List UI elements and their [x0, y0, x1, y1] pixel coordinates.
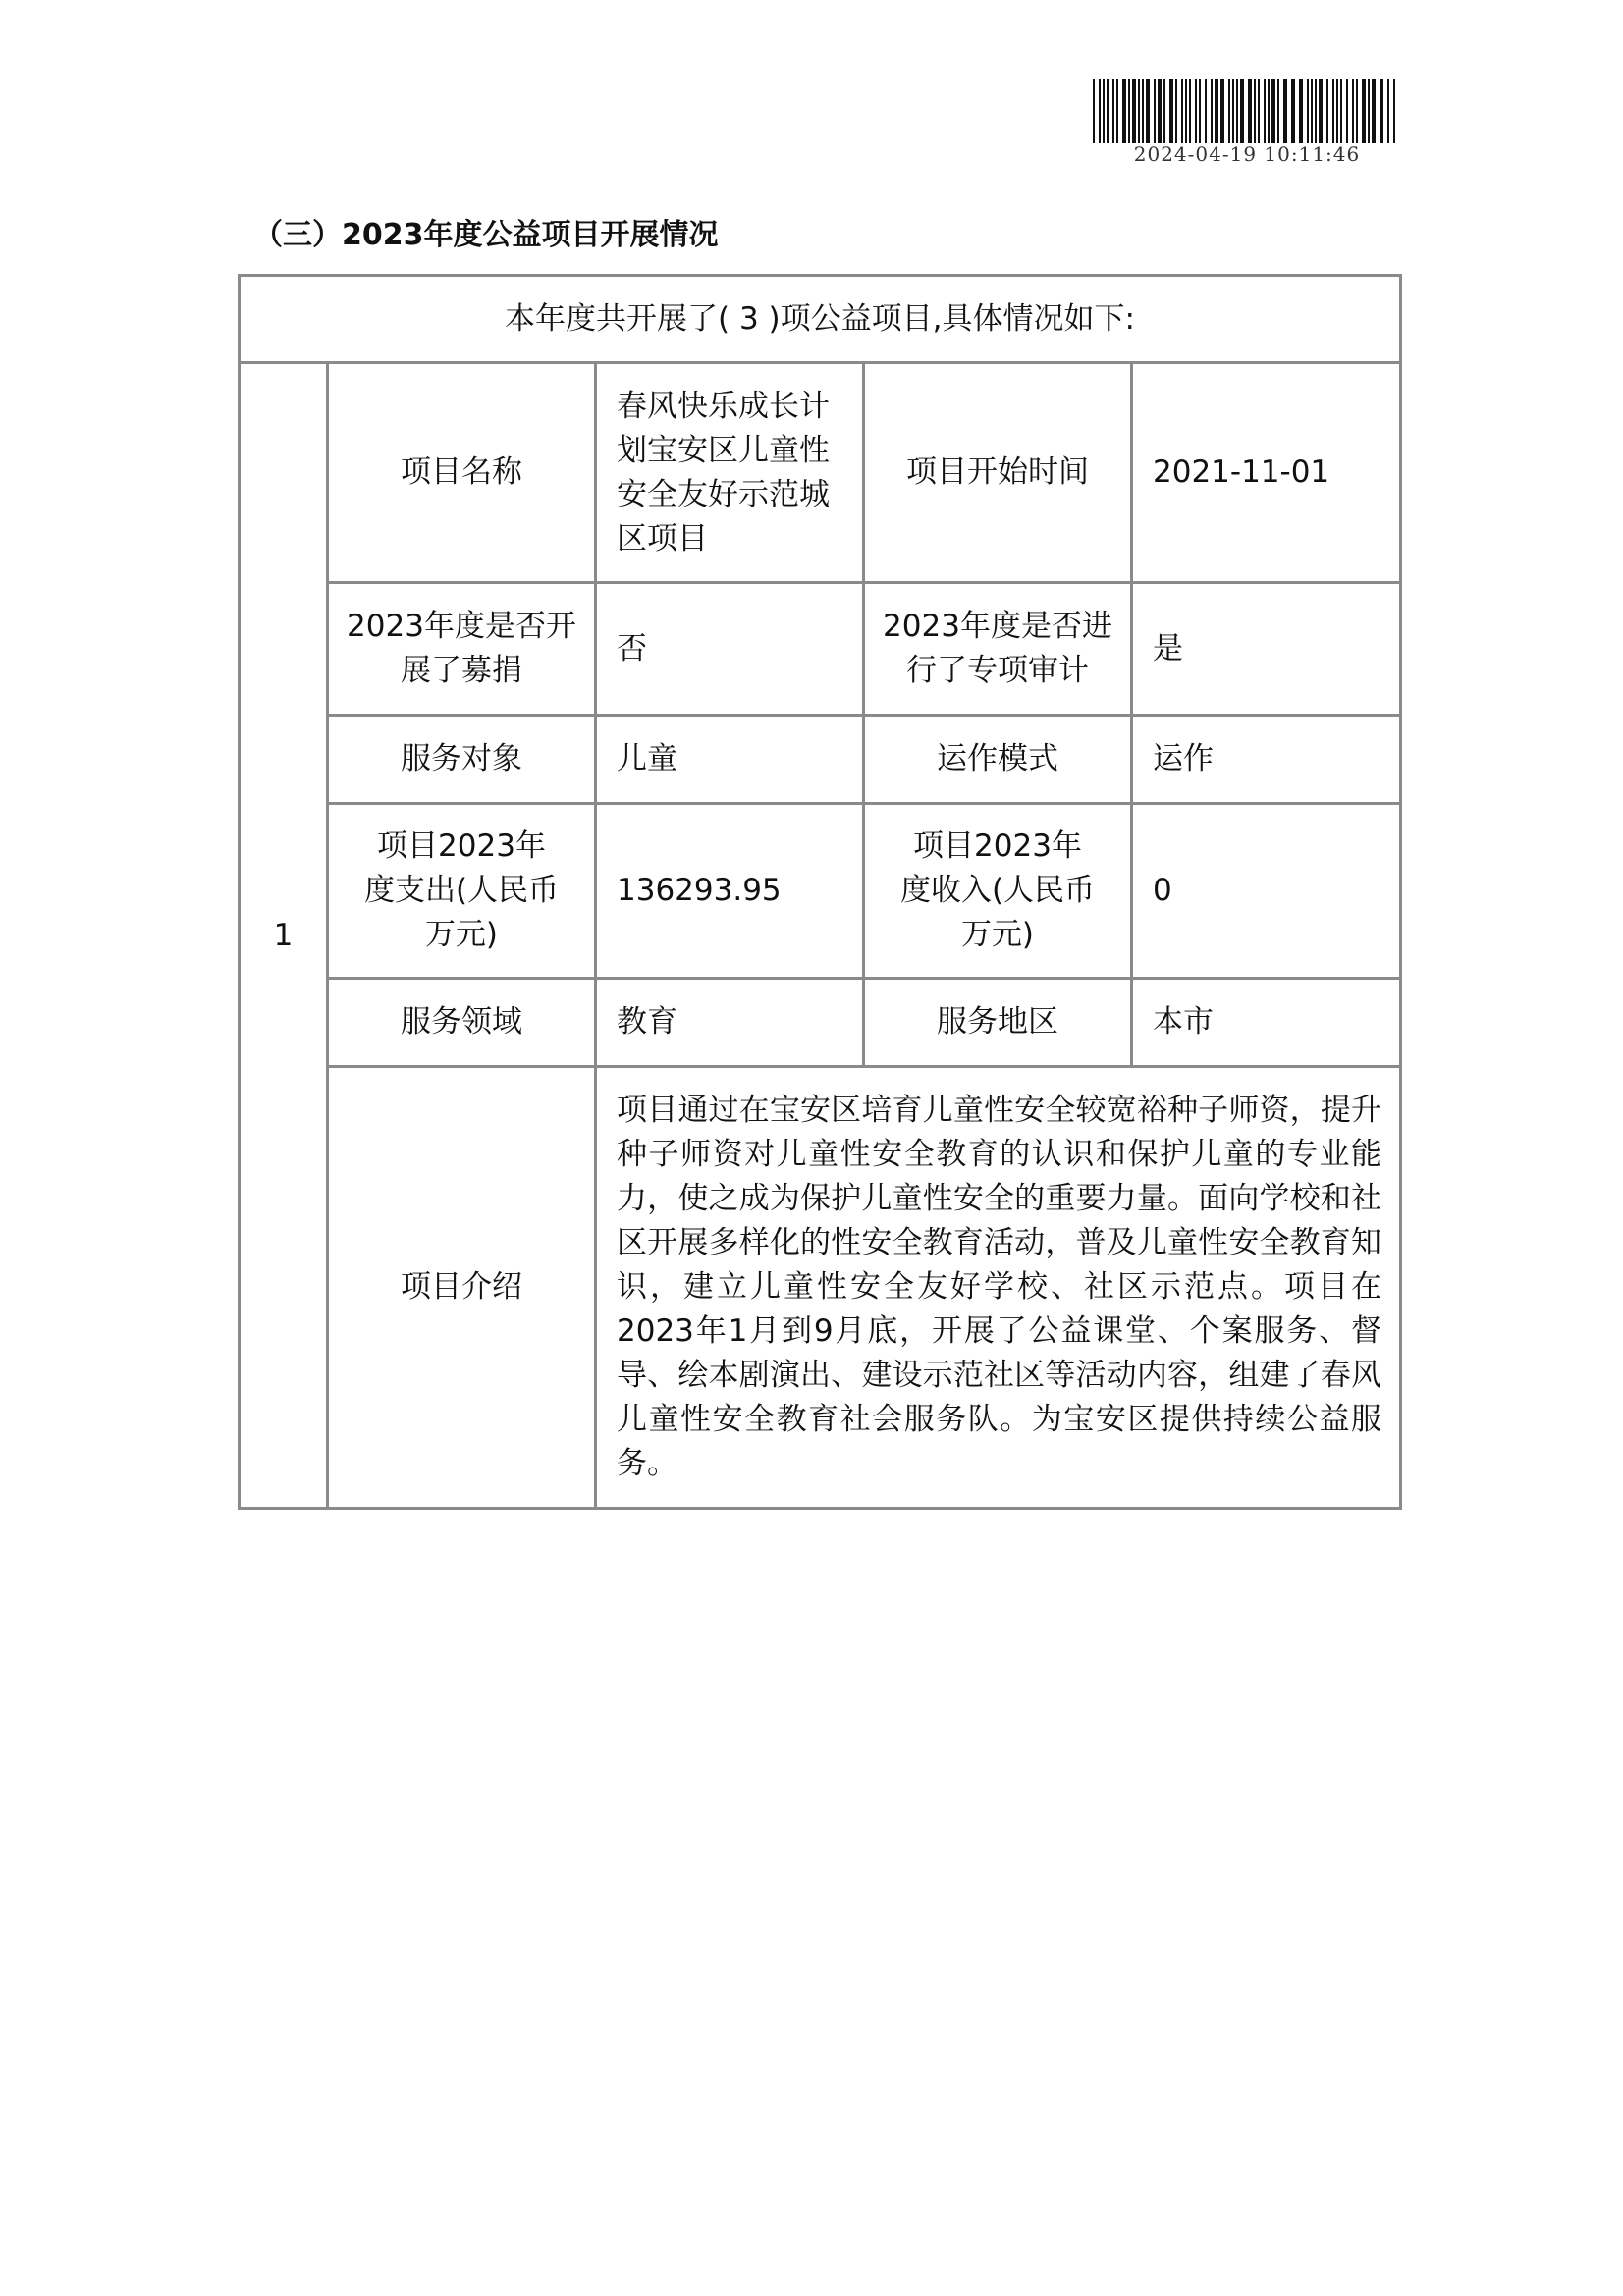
service-target-value: 儿童 [596, 716, 864, 804]
project-index: 1 [240, 363, 328, 1509]
service-target-label: 服务对象 [328, 716, 596, 804]
project-table [238, 274, 1402, 1510]
project-name-label: 项目名称 [328, 363, 596, 583]
barcode [1093, 79, 1399, 143]
service-region-value: 本市 [1132, 979, 1401, 1067]
audit-value: 是 [1132, 583, 1401, 716]
project-name-value: 春风快乐成长计划宝安区儿童性安全友好示范城区项目 [596, 363, 864, 583]
start-date-label: 项目开始时间 [864, 363, 1132, 583]
fundraise-value: 否 [596, 583, 864, 716]
fundraise-label: 2023年度是否开展了募捐 [328, 583, 596, 716]
table-summary: 本年度共开展了( 3 )项公益项目,具体情况如下: [240, 276, 1401, 363]
income-label: 项目2023年度收入(人民币万元) [864, 804, 1132, 979]
audit-label: 2023年度是否进行了专项审计 [864, 583, 1132, 716]
operation-mode-value: 运作 [1132, 716, 1401, 804]
service-field-value: 教育 [596, 979, 864, 1067]
project-intro-text: 项目通过在宝安区培育儿童性安全较宽裕种子师资，提升种子师资对儿童性安全教育的认识和保护儿童的专业能力，使之成为保护儿童性安全的重要力量。面向学校和社区开展多样化的性安全教育活动，普及儿童性安全教育知识，建立儿童性安全友好学校、社区示范点。项目在2023年1月到9月底，开展了公益课堂、个案服务、督导、绘本剧演出、建设示范社区等活动内容，组建了春风儿童性安全教育社会服务队。为宝安区提供持续公益服务。 [596, 1067, 1401, 1509]
timestamp: 2024-04-19 10:11:46 [1133, 142, 1361, 166]
expense-label: 项目2023年度支出(人民币万元) [328, 804, 596, 979]
project-intro-label: 项目介绍 [328, 1067, 596, 1509]
section-title: （三）2023年度公益项目开展情况 [253, 218, 719, 252]
start-date-value: 2021-11-01 [1132, 363, 1401, 583]
income-value: 0 [1132, 804, 1401, 979]
service-field-label: 服务领域 [328, 979, 596, 1067]
expense-value: 136293.95 [596, 804, 864, 979]
operation-mode-label: 运作模式 [864, 716, 1132, 804]
service-region-label: 服务地区 [864, 979, 1132, 1067]
